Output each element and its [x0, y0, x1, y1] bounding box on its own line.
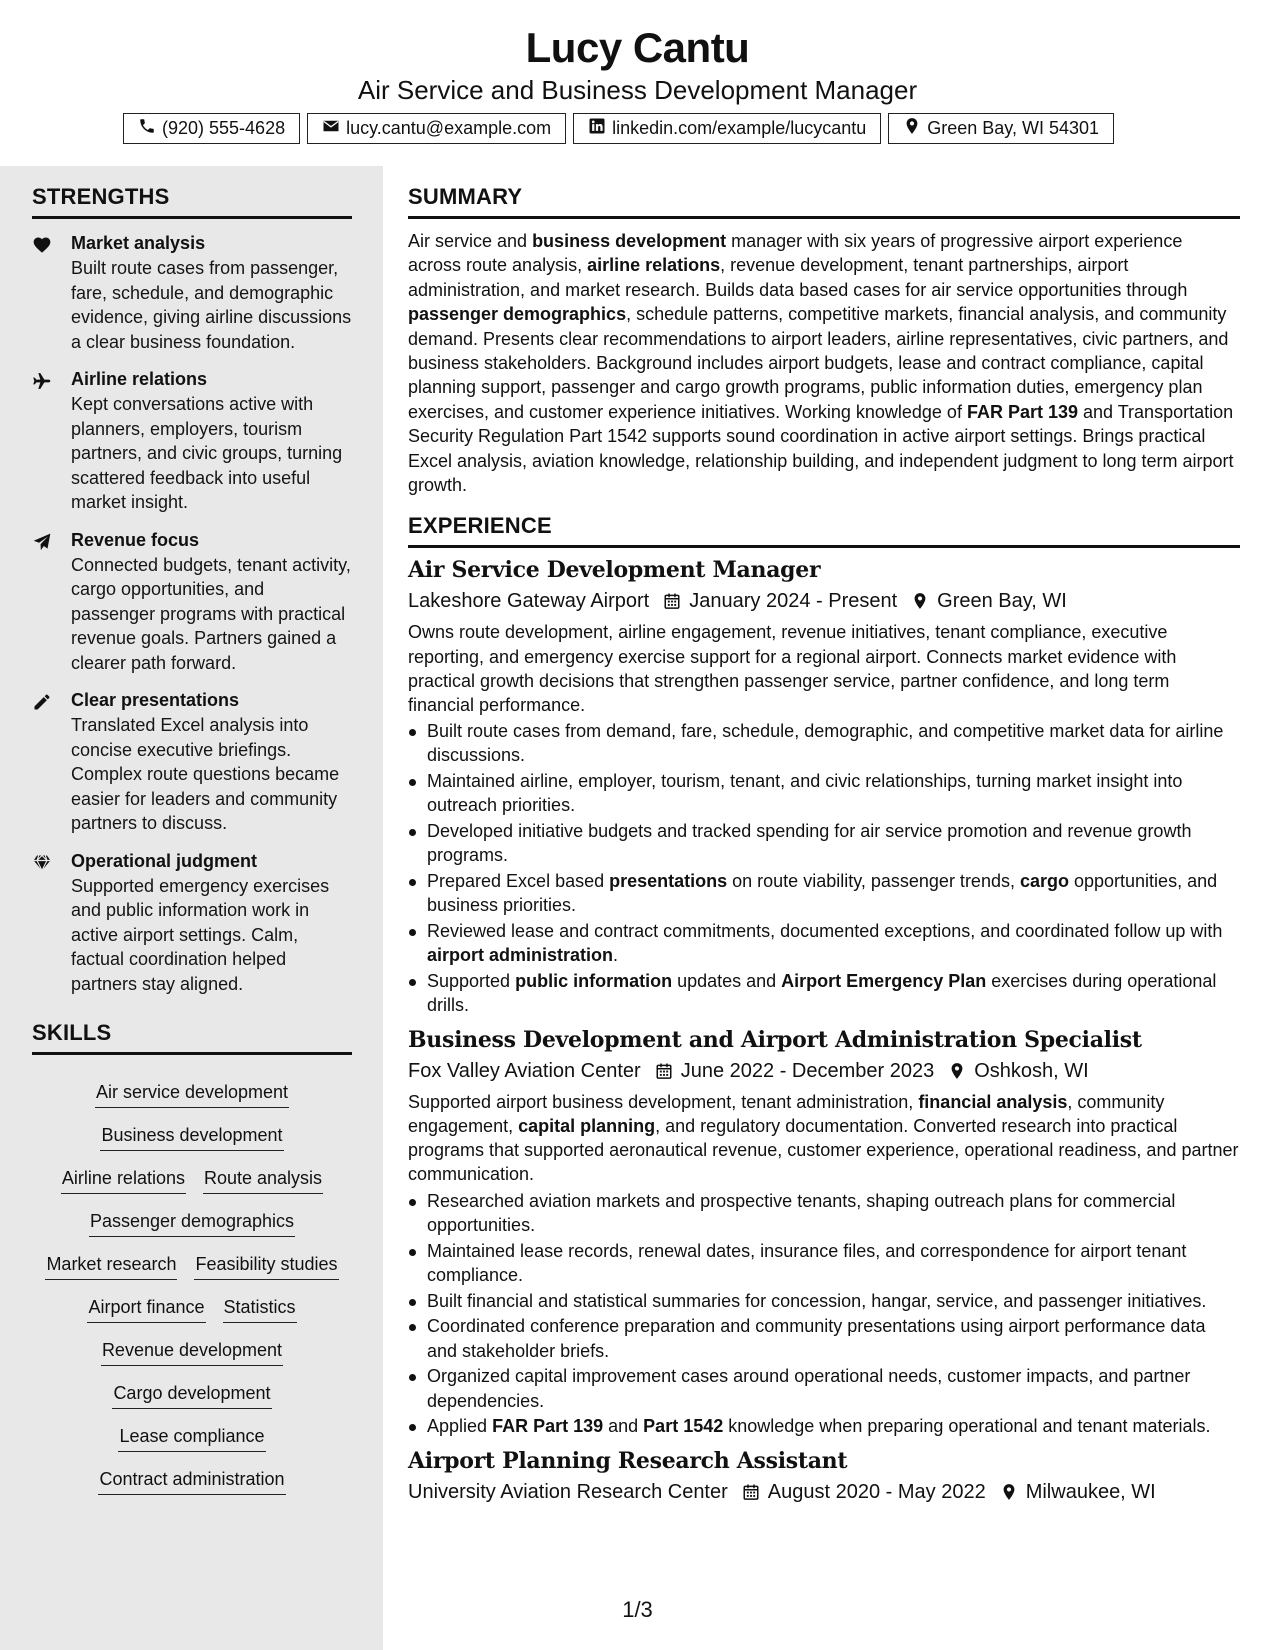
diamond-icon	[32, 849, 71, 997]
strengths-heading: STRENGTHS	[32, 182, 352, 219]
job-title: Airport Planning Research Assistant	[408, 1447, 848, 1474]
bullet-item	[408, 919, 1240, 967]
summary-heading: SUMMARY	[408, 182, 1240, 219]
bullet-item	[408, 819, 1240, 867]
job-meta	[408, 586, 1240, 616]
skill-row	[61, 1165, 323, 1194]
text-run: exercises during operational drills.	[427, 971, 1217, 1016]
job-location: Oshkosh, WI	[974, 1059, 1089, 1082]
text-run: and	[603, 1416, 644, 1437]
emphasis-text: presentations	[609, 871, 728, 892]
envelope-icon	[322, 117, 340, 140]
text-run: Air service and	[408, 231, 533, 251]
emphasis-text: public information	[515, 971, 673, 992]
calendar-icon	[663, 591, 681, 611]
contact-bar	[123, 113, 1114, 144]
skill-row	[87, 1294, 296, 1323]
location-pin-icon	[1000, 1482, 1018, 1502]
skill-tag: Cargo development	[112, 1380, 271, 1409]
emphasis-text: FAR Part 139	[492, 1416, 604, 1437]
bullet-item	[408, 1289, 1240, 1313]
text-run: Prepared Excel based	[427, 871, 610, 892]
candidate-name: Lucy Cantu	[525, 24, 750, 71]
skill-tag: Airline relations	[61, 1165, 186, 1194]
skill-row	[118, 1423, 265, 1452]
job-location: Milwaukee, WI	[1025, 1480, 1156, 1503]
job-location: Green Bay, WI	[937, 590, 1067, 613]
job-dates: August 2020 - May 2022	[767, 1480, 986, 1503]
skill-row	[101, 1337, 283, 1366]
bullet-item	[408, 969, 1240, 1017]
job-bullets	[408, 1189, 1240, 1439]
skills-list	[32, 1065, 352, 1495]
calendar-icon	[655, 1061, 673, 1081]
bullet-item	[408, 1314, 1240, 1362]
job-meta	[408, 1477, 1240, 1507]
skill-tag: Statistics	[223, 1294, 297, 1323]
emphasis-text: capital planning	[518, 1115, 656, 1136]
bullet-item	[408, 1189, 1240, 1237]
contact-phone[interactable]	[123, 113, 300, 144]
emphasis-text: Part 1542	[643, 1416, 724, 1437]
text-run: , schedule patterns, competitive markets, financial analysis, and community demand. Presents clear recommendations to airport leaders, airline representatives, civic partners, and business stakeholders. Background includes airport budgets, lease and contract compliance, capital planning support, passenger and cargo growth programs, public information duties, emergency plan exercises, and customer experience initiatives. Working knowledge of	[408, 304, 1229, 422]
job-dates: June 2022 - December 2023	[680, 1059, 935, 1082]
job-entry	[408, 1445, 1240, 1507]
text-run: manager with six years of progressive airport experience across route analysis,	[408, 231, 1183, 276]
job-entry	[408, 1024, 1240, 1439]
text-run: Developed initiative budgets and tracked spending for air service promotion and revenue growth programs.	[427, 821, 1192, 866]
calendar-icon	[742, 1482, 760, 1502]
bullet-item	[408, 1239, 1240, 1287]
contact-email-text: lucy.cantu@example.com	[346, 118, 552, 138]
strength-title: Clear presentations	[71, 690, 240, 710]
job-dates: January 2024 - Present	[689, 590, 898, 613]
skill-tag: Business development	[100, 1122, 283, 1151]
paper-plane-icon	[32, 528, 71, 676]
job-description	[408, 620, 1240, 717]
skill-tag: Air service development	[95, 1079, 289, 1108]
location-pin-icon	[948, 1061, 966, 1081]
location-pin-icon	[903, 117, 921, 140]
job-description	[408, 1090, 1240, 1187]
airplane-icon	[32, 367, 71, 515]
skill-row	[95, 1079, 289, 1108]
skill-row	[112, 1380, 271, 1409]
emphasis-text: cargo	[1019, 871, 1069, 892]
text-run: .	[613, 945, 619, 966]
linkedin-icon	[588, 117, 606, 140]
experience-heading: EXPERIENCE	[408, 511, 1240, 548]
job-title: Business Development and Airport Administration Specialist	[408, 1026, 1142, 1053]
text-run: and Transportation Security Regulation Part 1542 supports sound coordination in active airport settings. Brings practical Excel analysis, aviation knowledge, relationship building, and independent judgment to long term airport growth.	[408, 401, 1234, 496]
contact-email[interactable]	[307, 113, 566, 144]
strength-description: Connected budgets, tenant activity, cargo opportunities, and passenger programs with practical revenue goals. Partners gained a clearer path forward.	[71, 554, 351, 673]
skill-tag: Airport finance	[87, 1294, 205, 1323]
skill-row	[89, 1208, 295, 1237]
candidate-title: Air Service and Business Development Manager	[357, 75, 918, 105]
text-run: , community engagement,	[408, 1091, 1165, 1136]
skill-tag: Market research	[45, 1251, 177, 1280]
skill-tag: Revenue development	[101, 1337, 283, 1366]
heart-icon	[32, 231, 71, 354]
emphasis-text: airport administration	[427, 945, 614, 966]
text-run: Coordinated conference preparation and community presentations using airport performance data and stakeholder briefs.	[427, 1316, 1206, 1361]
bullet-item	[408, 1364, 1240, 1412]
strength-item	[32, 231, 352, 354]
job-organization: Lakeshore Gateway Airport	[408, 590, 650, 613]
strengths-list	[32, 231, 352, 996]
skill-row	[98, 1466, 285, 1495]
text-run: Maintained airline, employer, tourism, tenant, and civic relationships, turning market insight into outreach priorities.	[427, 771, 1183, 816]
text-run: Maintained lease records, renewal dates, insurance files, and correspondence for airport tenant compliance.	[427, 1240, 1187, 1285]
text-run: on route viability, passenger trends,	[727, 871, 1020, 892]
skill-tag: Passenger demographics	[89, 1208, 295, 1237]
job-organization: University Aviation Research Center	[408, 1480, 728, 1503]
text-run: Built financial and statistical summaries for concession, hangar, service, and passenger initiatives.	[427, 1290, 1207, 1311]
strength-item	[32, 849, 352, 997]
text-run: Built route cases from demand, fare, schedule, demographic, and competitive market data for airline discussions.	[427, 721, 1224, 766]
skill-row	[45, 1251, 338, 1280]
summary-text	[408, 229, 1240, 497]
skills-heading: SKILLS	[32, 1018, 352, 1055]
emphasis-text: financial analysis	[918, 1091, 1068, 1112]
job-entry	[408, 554, 1240, 1017]
job-meta	[408, 1056, 1240, 1086]
emphasis-text: business development	[532, 231, 727, 251]
strength-title: Operational judgment	[71, 850, 258, 871]
strength-description: Translated Excel analysis into concise executive briefings. Complex route questions became easier for leaders and community partners to discuss.	[71, 715, 340, 833]
strength-item	[32, 688, 352, 836]
job-organization: Fox Valley Aviation Center	[408, 1059, 641, 1082]
page-number: 1/3	[622, 1597, 653, 1622]
emphasis-text: airline relations	[587, 255, 721, 276]
contact-location-text: Green Bay, WI 54301	[927, 118, 1100, 138]
text-run: Supported airport business development, tenant administration,	[408, 1091, 919, 1112]
skill-tag: Route analysis	[203, 1165, 323, 1194]
resume-header	[0, 0, 1275, 166]
text-run: Owns route development, airline engagement, revenue initiatives, tenant compliance, executive reporting, and emergency exercise support for a regional airport. Connects market evidence with practical growth decisions that strengthen passenger service, partner confidence, and long term financial performance.	[408, 622, 1177, 716]
skill-tag: Lease compliance	[118, 1423, 265, 1452]
main-content	[408, 182, 1240, 1507]
experience-list	[408, 554, 1240, 1506]
text-run: Reviewed lease and contract commitments, documented exceptions, and coordinated follow up with	[427, 921, 1223, 942]
sidebar	[0, 166, 383, 1650]
text-run: opportunities, and business priorities.	[427, 871, 1218, 916]
strength-item	[32, 528, 352, 676]
job-bullets	[408, 719, 1240, 1017]
bullet-item	[408, 719, 1240, 767]
pencil-icon	[32, 688, 71, 836]
text-run: Applied	[427, 1416, 493, 1437]
text-run: Supported	[427, 971, 516, 992]
emphasis-text: Airport Emergency Plan	[781, 971, 987, 992]
bullet-item	[408, 1414, 1240, 1438]
strength-title: Airline relations	[71, 369, 208, 389]
text-run: Organized capital improvement cases around operational needs, customer impacts, and partner dependencies.	[427, 1366, 1191, 1411]
bullet-item	[408, 769, 1240, 817]
text-run: updates and	[672, 971, 782, 992]
job-title: Air Service Development Manager	[408, 557, 821, 584]
text-run: Researched aviation markets and prospective tenants, shaping outreach plans for commercial opportunities.	[427, 1190, 1176, 1235]
strength-description: Kept conversations active with planners, employers, tourism partners, and civic groups, turning scattered feedback into useful market insight.	[71, 394, 343, 512]
location-pin-icon	[911, 591, 929, 611]
strength-item	[32, 367, 352, 515]
text-run: knowledge when preparing operational and tenant materials.	[723, 1416, 1211, 1437]
strength-title: Market analysis	[71, 233, 206, 253]
phone-icon	[138, 117, 156, 140]
text-run: , and regulatory documentation. Converted research into practical programs that supported aeronautical revenue, customer experience, operational readiness, and partner communication.	[408, 1115, 1239, 1185]
emphasis-text: FAR Part 139	[966, 401, 1079, 422]
strength-title: Revenue focus	[71, 529, 200, 550]
bullet-item	[408, 869, 1240, 917]
contact-linkedin[interactable]	[573, 113, 881, 144]
emphasis-text: passenger demographics	[408, 304, 627, 325]
strength-description: Built route cases from passenger, fare, schedule, and demographic evidence, giving airline discussions a clear business foundation.	[71, 258, 352, 352]
skill-tag: Contract administration	[98, 1466, 285, 1495]
strength-description: Supported emergency exercises and public information work in active airport settings. Calm, factual coordination helped partners stay aligned.	[71, 875, 330, 994]
contact-phone-text: (920) 555-4628	[162, 118, 286, 138]
contact-linkedin-text: linkedin.com/example/lucycantu	[612, 118, 867, 138]
skill-row	[100, 1122, 283, 1151]
contact-location	[888, 113, 1114, 144]
skill-tag: Feasibility studies	[194, 1251, 338, 1280]
text-run: , revenue development, tenant partnerships, airport administration, and market research. Builds data based cases for air service opportunities through	[408, 255, 1188, 300]
